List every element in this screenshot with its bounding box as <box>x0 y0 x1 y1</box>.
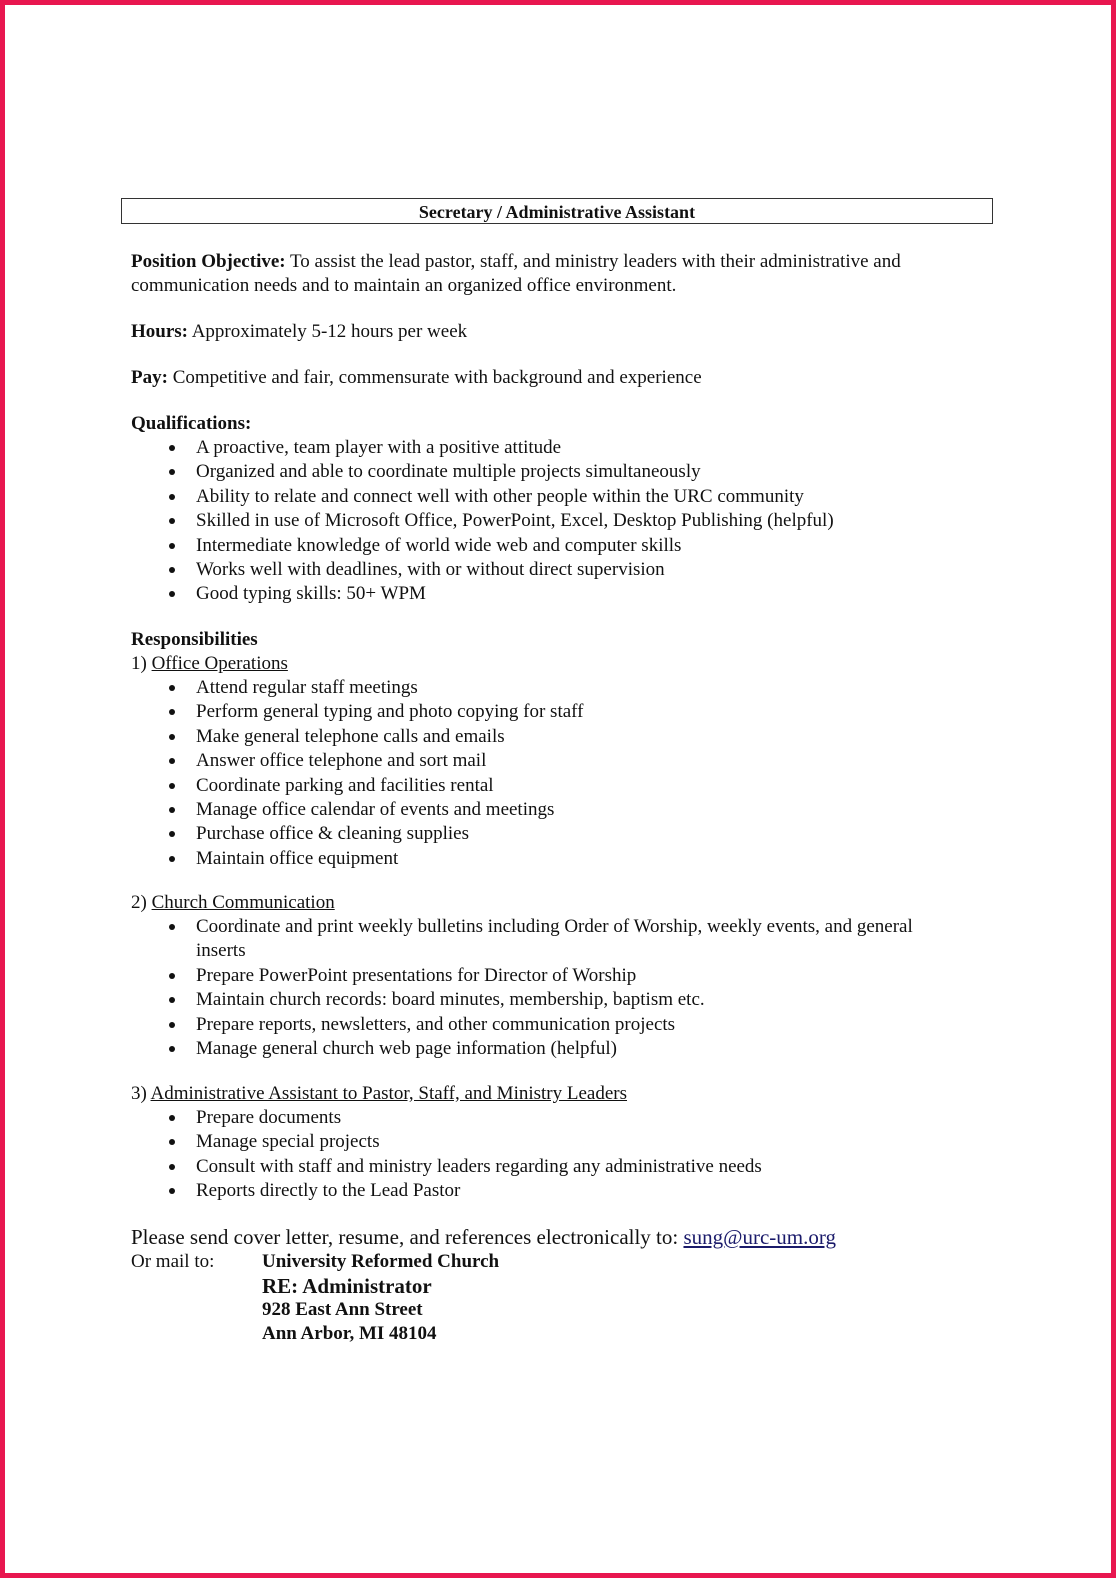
list-item: Organized and able to coordinate multiple projects simultaneously <box>131 460 961 484</box>
closing-text: Please send cover letter, resume, and references electronically to: <box>131 1225 679 1249</box>
list-item: Prepare reports, newsletters, and other communication projects <box>131 1013 961 1037</box>
qualifications-section <box>131 412 961 607</box>
pay <box>131 366 961 390</box>
list-item: Answer office telephone and sort mail <box>131 749 961 773</box>
bullet-icon <box>169 758 175 764</box>
bullet-icon <box>169 783 175 789</box>
list-item: Good typing skills: 50+ WPM <box>131 582 961 606</box>
hours <box>131 320 961 344</box>
list-item: Manage office calendar of events and meetings <box>131 798 961 822</box>
section-heading-church-communication: 2) Church Communication <box>131 892 335 913</box>
bullet-icon <box>169 831 175 837</box>
list-item: Works well with deadlines, with or without direct supervision <box>131 558 961 582</box>
bullet-icon <box>169 924 175 930</box>
document-title: Secretary / Administrative Assistant <box>121 198 993 224</box>
bullet-icon <box>169 709 175 715</box>
admin-assistant-section <box>131 1082 961 1204</box>
address-line: Ann Arbor, MI 48104 <box>262 1323 437 1344</box>
closing-instructions <box>131 1225 1031 1249</box>
list-item: Consult with staff and ministry leaders regarding any administrative needs <box>131 1155 961 1179</box>
responsibilities-section <box>131 628 961 871</box>
bullet-icon <box>169 685 175 691</box>
objective-label: Position Objective: <box>131 251 286 272</box>
responsibilities-heading: Responsibilities <box>131 629 258 650</box>
address-block <box>262 1250 762 1346</box>
hours-label: Hours: <box>131 321 188 342</box>
section-heading-office-operations: 1) Office Operations <box>131 653 288 674</box>
document-page <box>5 5 1111 1573</box>
list-item: Ability to relate and connect well with other people within the URC community <box>131 485 961 509</box>
bullet-icon <box>169 469 175 475</box>
address-line: RE: Administrator <box>262 1274 432 1298</box>
bullet-icon <box>169 856 175 862</box>
church-communication-section <box>131 891 961 1061</box>
list-item: Reports directly to the Lead Pastor <box>131 1179 961 1203</box>
list-item: Make general telephone calls and emails <box>131 725 961 749</box>
bullet-icon <box>169 518 175 524</box>
bullet-icon <box>169 591 175 597</box>
section-heading-admin-assistant: 3) Administrative Assistant to Pastor, Staff, and Ministry Leaders <box>131 1083 628 1104</box>
list-item: Intermediate knowledge of world wide web and computer skills <box>131 534 961 558</box>
bullet-icon <box>169 1115 175 1121</box>
bullet-icon <box>169 494 175 500</box>
bullet-icon <box>169 1139 175 1145</box>
list-item: Prepare documents <box>131 1106 961 1130</box>
bullet-icon <box>169 1164 175 1170</box>
list-item: Perform general typing and photo copying for staff <box>131 700 961 724</box>
list-item: Manage general church web page information (helpful) <box>131 1037 961 1061</box>
bullet-icon <box>169 1046 175 1052</box>
bullet-icon <box>169 807 175 813</box>
pay-text: Competitive and fair, commensurate with background and experience <box>172 367 702 388</box>
mail-label: Or mail to: <box>131 1251 215 1272</box>
email-link[interactable]: sung@urc-um.org <box>683 1225 837 1249</box>
admin-assistant-list <box>131 1106 961 1204</box>
list-item: Maintain church records: board minutes, membership, baptism etc. <box>131 988 961 1012</box>
office-operations-list <box>131 676 961 871</box>
list-item: A proactive, team player with a positive attitude <box>131 436 961 460</box>
list-item: Manage special projects <box>131 1130 961 1154</box>
list-item: Skilled in use of Microsoft Office, PowerPoint, Excel, Desktop Publishing (helpful) <box>131 509 961 533</box>
address-line: 928 East Ann Street <box>262 1299 423 1320</box>
bullet-icon <box>169 1022 175 1028</box>
list-item: Prepare PowerPoint presentations for Director of Worship <box>131 964 961 988</box>
list-item: Attend regular staff meetings <box>131 676 961 700</box>
objective-text: To assist the lead pastor, staff, and ministry leaders with their administrative and communication needs and to maintain an organized office environment. <box>131 251 901 296</box>
bullet-icon <box>169 997 175 1003</box>
list-item: Maintain office equipment <box>131 847 961 871</box>
bullet-icon <box>169 734 175 740</box>
hours-text: Approximately 5-12 hours per week <box>191 321 468 342</box>
bullet-icon <box>169 567 175 573</box>
qualifications-list <box>131 436 961 607</box>
bullet-icon <box>169 973 175 979</box>
position-objective <box>131 250 961 298</box>
church-communication-list <box>131 915 961 1061</box>
bullet-icon <box>169 445 175 451</box>
document-content <box>5 5 1111 1573</box>
bullet-icon <box>169 543 175 549</box>
qualifications-heading: Qualifications: <box>131 413 252 434</box>
bullet-icon <box>169 1188 175 1194</box>
address-line: University Reformed Church <box>262 1251 500 1272</box>
list-item: Coordinate and print weekly bulletins including Order of Worship, weekly events, and general inserts <box>131 915 961 964</box>
list-item: Purchase office & cleaning supplies <box>131 822 961 846</box>
pay-label: Pay: <box>131 367 168 388</box>
list-item: Coordinate parking and facilities rental <box>131 774 961 798</box>
